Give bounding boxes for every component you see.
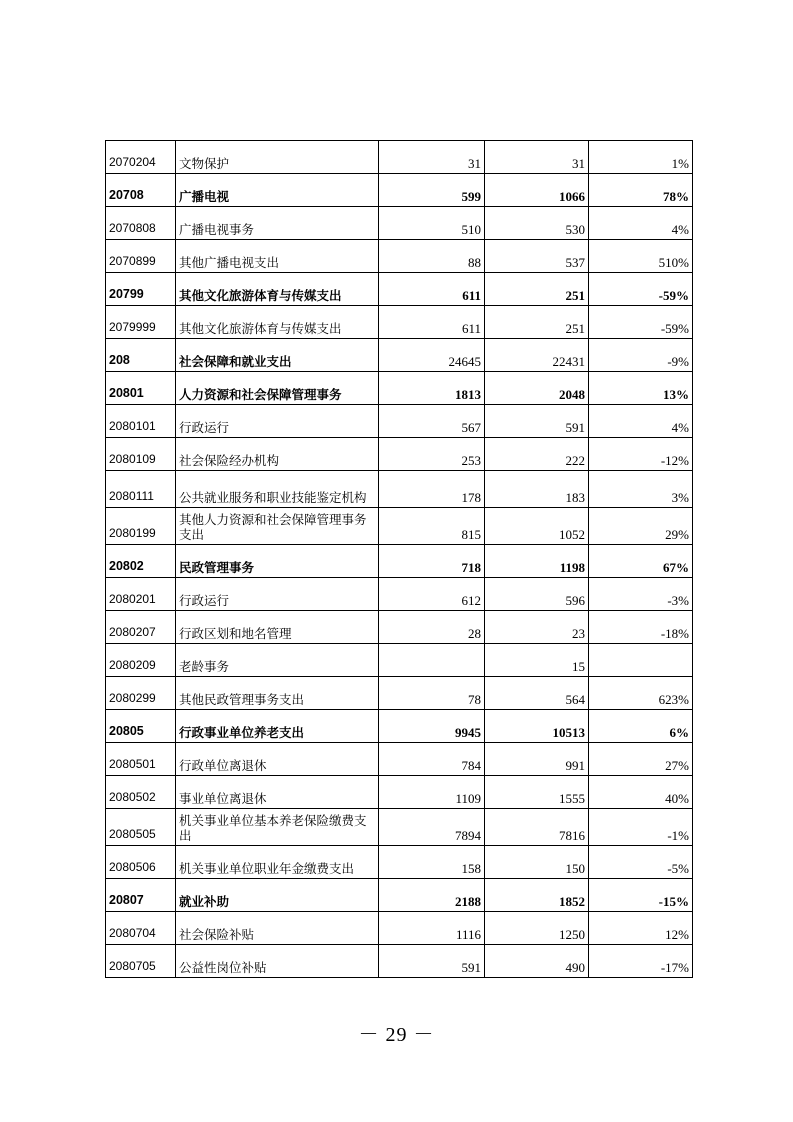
table-row <box>106 578 693 611</box>
row-change-percent: 6% <box>589 710 693 743</box>
row-change-percent: 13% <box>589 372 693 405</box>
table-row <box>106 207 693 240</box>
row-value-prev: 158 <box>379 846 485 879</box>
table-row <box>106 809 693 846</box>
row-value-curr: 1555 <box>485 776 589 809</box>
row-name: 其他文化旅游体育与传媒支出 <box>176 306 379 339</box>
row-change-percent: -59% <box>589 306 693 339</box>
row-value-prev: 78 <box>379 677 485 710</box>
row-name: 其他广播电视支出 <box>176 240 379 273</box>
row-name: 行政单位离退休 <box>176 743 379 776</box>
table-row <box>106 141 693 174</box>
row-name: 行政区划和地名管理 <box>176 611 379 644</box>
row-change-percent: 27% <box>589 743 693 776</box>
row-code: 2070899 <box>106 240 176 273</box>
row-code: 2080199 <box>106 508 176 545</box>
row-name: 其他民政管理事务支出 <box>176 677 379 710</box>
row-value-curr: 10513 <box>485 710 589 743</box>
row-value-curr: 150 <box>485 846 589 879</box>
row-change-percent: -15% <box>589 879 693 912</box>
table-row <box>106 912 693 945</box>
row-change-percent: -9% <box>589 339 693 372</box>
table-row <box>106 471 693 508</box>
row-code: 2080111 <box>106 471 176 508</box>
table-row <box>106 710 693 743</box>
row-value-prev: 24645 <box>379 339 485 372</box>
row-name: 就业补助 <box>176 879 379 912</box>
row-value-curr: 537 <box>485 240 589 273</box>
row-value-prev: 9945 <box>379 710 485 743</box>
row-code: 20805 <box>106 710 176 743</box>
row-code: 2080505 <box>106 809 176 846</box>
table-row <box>106 174 693 207</box>
row-name: 社会保险经办机构 <box>176 438 379 471</box>
row-change-percent: 67% <box>589 545 693 578</box>
table-row <box>106 508 693 545</box>
row-name: 文物保护 <box>176 141 379 174</box>
row-value-curr: 1198 <box>485 545 589 578</box>
row-change-percent: -17% <box>589 945 693 978</box>
row-value-curr: 222 <box>485 438 589 471</box>
row-name: 公共就业服务和职业技能鉴定机构 <box>176 471 379 508</box>
row-value-curr: 991 <box>485 743 589 776</box>
row-name: 社会保障和就业支出 <box>176 339 379 372</box>
row-code: 2079999 <box>106 306 176 339</box>
row-change-percent: 40% <box>589 776 693 809</box>
row-name: 其他人力资源和社会保障管理事务支出 <box>176 508 379 545</box>
row-value-curr: 251 <box>485 306 589 339</box>
row-code: 20801 <box>106 372 176 405</box>
row-name: 公益性岗位补贴 <box>176 945 379 978</box>
row-code: 2080506 <box>106 846 176 879</box>
table-body <box>106 141 693 978</box>
table-row <box>106 339 693 372</box>
table-row <box>106 438 693 471</box>
row-name: 老龄事务 <box>176 644 379 677</box>
row-change-percent: 623% <box>589 677 693 710</box>
row-change-percent: -59% <box>589 273 693 306</box>
row-change-percent: 4% <box>589 207 693 240</box>
row-value-prev: 2188 <box>379 879 485 912</box>
table-row <box>106 879 693 912</box>
row-change-percent: 12% <box>589 912 693 945</box>
row-value-curr: 15 <box>485 644 589 677</box>
row-change-percent: 78% <box>589 174 693 207</box>
row-value-curr: 1066 <box>485 174 589 207</box>
table-row <box>106 743 693 776</box>
row-name: 广播电视事务 <box>176 207 379 240</box>
row-code: 20802 <box>106 545 176 578</box>
row-code: 2080101 <box>106 405 176 438</box>
row-value-curr: 490 <box>485 945 589 978</box>
row-value-curr: 23 <box>485 611 589 644</box>
row-value-curr: 1852 <box>485 879 589 912</box>
row-value-prev <box>379 644 485 677</box>
row-code: 2080502 <box>106 776 176 809</box>
budget-table <box>105 140 693 978</box>
row-code: 20708 <box>106 174 176 207</box>
row-name: 行政事业单位养老支出 <box>176 710 379 743</box>
row-name: 机关事业单位基本养老保险缴费支出 <box>176 809 379 846</box>
row-value-prev: 178 <box>379 471 485 508</box>
row-value-prev: 718 <box>379 545 485 578</box>
table-row <box>106 611 693 644</box>
row-name: 行政运行 <box>176 578 379 611</box>
table-row <box>106 273 693 306</box>
table-row <box>106 945 693 978</box>
row-value-prev: 7894 <box>379 809 485 846</box>
row-value-prev: 1813 <box>379 372 485 405</box>
row-code: 2070204 <box>106 141 176 174</box>
row-name: 事业单位离退休 <box>176 776 379 809</box>
row-name: 社会保险补贴 <box>176 912 379 945</box>
row-code: 20799 <box>106 273 176 306</box>
row-code: 2080705 <box>106 945 176 978</box>
row-name: 广播电视 <box>176 174 379 207</box>
row-name: 民政管理事务 <box>176 545 379 578</box>
row-code: 2080207 <box>106 611 176 644</box>
table-row <box>106 644 693 677</box>
row-value-curr: 183 <box>485 471 589 508</box>
row-code: 2080501 <box>106 743 176 776</box>
row-value-curr: 1052 <box>485 508 589 545</box>
row-value-curr: 2048 <box>485 372 589 405</box>
row-value-prev: 253 <box>379 438 485 471</box>
page-number: － 29 － <box>358 1024 435 1046</box>
row-code: 2080209 <box>106 644 176 677</box>
row-value-prev: 784 <box>379 743 485 776</box>
row-value-curr: 251 <box>485 273 589 306</box>
row-code: 208 <box>106 339 176 372</box>
row-change-percent: 29% <box>589 508 693 545</box>
row-value-prev: 815 <box>379 508 485 545</box>
row-value-prev: 611 <box>379 306 485 339</box>
row-code: 2080109 <box>106 438 176 471</box>
row-name: 其他文化旅游体育与传媒支出 <box>176 273 379 306</box>
row-value-curr: 7816 <box>485 809 589 846</box>
row-name: 行政运行 <box>176 405 379 438</box>
row-change-percent: 510% <box>589 240 693 273</box>
row-value-curr: 591 <box>485 405 589 438</box>
row-change-percent: 1% <box>589 141 693 174</box>
row-name: 人力资源和社会保障管理事务 <box>176 372 379 405</box>
row-code: 2080201 <box>106 578 176 611</box>
table-row <box>106 776 693 809</box>
row-change-percent: -1% <box>589 809 693 846</box>
row-code: 2080299 <box>106 677 176 710</box>
row-value-curr: 564 <box>485 677 589 710</box>
row-change-percent: -12% <box>589 438 693 471</box>
row-value-prev: 88 <box>379 240 485 273</box>
row-value-prev: 611 <box>379 273 485 306</box>
row-code: 20807 <box>106 879 176 912</box>
table-row <box>106 405 693 438</box>
row-value-prev: 31 <box>379 141 485 174</box>
row-value-curr: 1250 <box>485 912 589 945</box>
row-value-prev: 1109 <box>379 776 485 809</box>
table-row <box>106 306 693 339</box>
row-value-prev: 567 <box>379 405 485 438</box>
row-value-prev: 599 <box>379 174 485 207</box>
row-change-percent: -5% <box>589 846 693 879</box>
row-code: 2080704 <box>106 912 176 945</box>
row-value-prev: 1116 <box>379 912 485 945</box>
row-value-curr: 31 <box>485 141 589 174</box>
table-row <box>106 677 693 710</box>
row-value-prev: 591 <box>379 945 485 978</box>
row-value-prev: 28 <box>379 611 485 644</box>
row-value-curr: 596 <box>485 578 589 611</box>
row-value-prev: 612 <box>379 578 485 611</box>
row-value-prev: 510 <box>379 207 485 240</box>
row-change-percent: 4% <box>589 405 693 438</box>
table-row <box>106 545 693 578</box>
row-change-percent: 3% <box>589 471 693 508</box>
row-code: 2070808 <box>106 207 176 240</box>
row-change-percent: -18% <box>589 611 693 644</box>
row-value-curr: 530 <box>485 207 589 240</box>
table-row <box>106 846 693 879</box>
table-row <box>106 372 693 405</box>
row-value-curr: 22431 <box>485 339 589 372</box>
row-change-percent: -3% <box>589 578 693 611</box>
row-name: 机关事业单位职业年金缴费支出 <box>176 846 379 879</box>
table-row <box>106 240 693 273</box>
row-change-percent <box>589 644 693 677</box>
